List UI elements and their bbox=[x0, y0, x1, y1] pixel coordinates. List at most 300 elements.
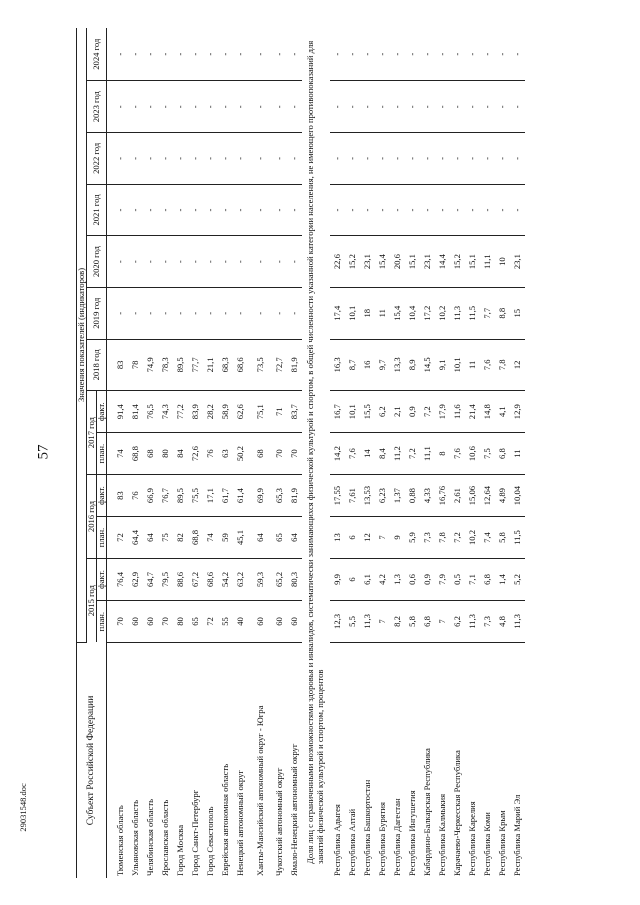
value-cell: 40 bbox=[233, 600, 248, 642]
value-cell: 76,5 bbox=[143, 391, 158, 433]
year-2024-header: 2024 год bbox=[87, 28, 107, 81]
value-cell: 8 bbox=[435, 433, 450, 475]
value-cell: 71 bbox=[272, 391, 287, 433]
value-cell: 60 bbox=[287, 600, 302, 642]
value-cell: 80 bbox=[173, 600, 188, 642]
value-cell: 12,64 bbox=[480, 475, 495, 517]
value-cell: - bbox=[435, 28, 450, 81]
subject-name: Ханты-Мансийский автономный округ - Югра bbox=[254, 705, 265, 876]
value-cell: - bbox=[435, 184, 450, 236]
value-cell: - bbox=[107, 236, 129, 288]
value-cell: 78 bbox=[128, 339, 143, 391]
value-cell: 7,2 bbox=[450, 517, 465, 559]
value-cell: - bbox=[128, 236, 143, 288]
value-cell: 13,53 bbox=[360, 475, 375, 517]
value-cell: 80 bbox=[158, 433, 173, 475]
value-cell: 7,8 bbox=[495, 339, 510, 391]
value-cell: - bbox=[143, 28, 158, 81]
value-cell: - bbox=[143, 81, 158, 133]
value-cell: - bbox=[360, 184, 375, 236]
value-cell: - bbox=[465, 184, 480, 236]
subject-name: Республика Коми bbox=[481, 812, 492, 876]
table-row bbox=[287, 28, 302, 878]
year-2020-header: 2020 год bbox=[87, 236, 107, 288]
value-cell: 9 bbox=[390, 517, 405, 559]
value-cell: 68,6 bbox=[203, 559, 218, 601]
value-cell: 75,5 bbox=[188, 475, 203, 517]
subject-name: Город Севастополь bbox=[205, 806, 216, 876]
value-cell: 59 bbox=[218, 517, 233, 559]
value-cell: 10,1 bbox=[345, 287, 360, 339]
subject-name: Республика Карелия bbox=[466, 801, 477, 876]
value-cell: 13,3 bbox=[390, 339, 405, 391]
value-cell: - bbox=[218, 28, 233, 81]
value-cell: 16,3 bbox=[330, 339, 345, 391]
value-cell: 79,5 bbox=[158, 559, 173, 601]
value-cell: 9,1 bbox=[435, 339, 450, 391]
rotated-table-container bbox=[76, 28, 606, 878]
value-cell: - bbox=[480, 133, 495, 185]
value-cell: 4,1 bbox=[495, 391, 510, 433]
value-cell: 6,2 bbox=[450, 600, 465, 642]
value-cell: 10,4 bbox=[405, 287, 420, 339]
subject-name: Тюменская область bbox=[115, 805, 126, 876]
value-cell: 67,2 bbox=[188, 559, 203, 601]
table-row bbox=[420, 28, 435, 878]
value-cell: - bbox=[330, 28, 345, 81]
year-2016-header: 2016 год bbox=[87, 475, 97, 559]
value-cell: 7,1 bbox=[465, 559, 480, 601]
value-cell: 63,2 bbox=[233, 559, 248, 601]
value-cell: - bbox=[287, 236, 302, 288]
value-cell: 72,6 bbox=[188, 433, 203, 475]
value-cell: 6,2 bbox=[375, 391, 390, 433]
value-cell: 8,2 bbox=[390, 600, 405, 642]
table-row bbox=[218, 28, 233, 878]
table-row bbox=[248, 28, 272, 878]
value-cell: - bbox=[158, 81, 173, 133]
year-2018-header: 2018 год bbox=[87, 339, 107, 391]
subject-name: Республика Дагестан bbox=[391, 798, 402, 876]
value-cell: 6,8 bbox=[495, 433, 510, 475]
value-cell: 69,9 bbox=[248, 475, 272, 517]
value-cell: 68,8 bbox=[128, 433, 143, 475]
value-cell: - bbox=[173, 236, 188, 288]
value-cell: 15,4 bbox=[375, 236, 390, 288]
value-cell: 0,5 bbox=[450, 559, 465, 601]
value-cell: 6,8 bbox=[480, 559, 495, 601]
value-cell: - bbox=[218, 287, 233, 339]
value-cell: 11,1 bbox=[480, 236, 495, 288]
value-cell: 1,4 bbox=[495, 559, 510, 601]
value-cell: 11,6 bbox=[450, 391, 465, 433]
value-cell: - bbox=[173, 133, 188, 185]
table-row bbox=[143, 28, 158, 878]
value-cell: - bbox=[420, 133, 435, 185]
value-cell: 84 bbox=[173, 433, 188, 475]
year-2021-header: 2021 год bbox=[87, 184, 107, 236]
value-cell: - bbox=[465, 133, 480, 185]
subject-name: Республика Крым bbox=[496, 810, 507, 876]
value-cell: 21,1 bbox=[203, 339, 218, 391]
value-cell: - bbox=[188, 236, 203, 288]
value-cell: 66,9 bbox=[143, 475, 158, 517]
subject-header: Субъект Российской Федерации bbox=[77, 642, 107, 878]
value-cell: - bbox=[272, 81, 287, 133]
value-cell: 72 bbox=[107, 517, 129, 559]
value-cell: - bbox=[495, 81, 510, 133]
value-cell: 70 bbox=[272, 433, 287, 475]
value-cell: 83 bbox=[107, 475, 129, 517]
value-cell: 7,7 bbox=[480, 287, 495, 339]
value-cell: - bbox=[128, 184, 143, 236]
value-cell: 12,3 bbox=[330, 600, 345, 642]
value-cell: - bbox=[248, 28, 272, 81]
value-cell: - bbox=[128, 28, 143, 81]
value-cell: 6,1 bbox=[360, 559, 375, 601]
page-number: 57 bbox=[35, 444, 52, 460]
value-cell: - bbox=[218, 236, 233, 288]
value-cell: 72,7 bbox=[272, 339, 287, 391]
subject-name: Республика Марий Эл bbox=[511, 794, 522, 876]
subject-name: Ненецкий автономный округ bbox=[235, 770, 246, 876]
value-cell: 70 bbox=[107, 600, 129, 642]
value-cell: 45,1 bbox=[233, 517, 248, 559]
value-cell: - bbox=[203, 28, 218, 81]
table-row bbox=[495, 28, 510, 878]
value-cell: 16,7 bbox=[330, 391, 345, 433]
value-cell: 14,8 bbox=[480, 391, 495, 433]
table-row bbox=[390, 28, 405, 878]
table-row bbox=[435, 28, 450, 878]
value-cell: - bbox=[480, 184, 495, 236]
value-cell: - bbox=[375, 81, 390, 133]
table-row bbox=[158, 28, 173, 878]
value-cell: 89,5 bbox=[173, 339, 188, 391]
subject-name: Город Москва bbox=[175, 824, 186, 876]
value-cell: 80,3 bbox=[287, 559, 302, 601]
value-cell: - bbox=[330, 81, 345, 133]
table-row bbox=[107, 28, 129, 878]
value-cell: - bbox=[107, 81, 129, 133]
value-cell: 74 bbox=[107, 433, 129, 475]
value-cell: 10,1 bbox=[450, 339, 465, 391]
value-cell: 61,4 bbox=[233, 475, 248, 517]
value-cell: - bbox=[143, 236, 158, 288]
value-cell: 88,6 bbox=[173, 559, 188, 601]
value-cell: - bbox=[360, 81, 375, 133]
value-cell: - bbox=[330, 133, 345, 185]
value-cell: - bbox=[375, 184, 390, 236]
value-cell: - bbox=[390, 133, 405, 185]
value-cell: 23,1 bbox=[420, 236, 435, 288]
value-cell: - bbox=[405, 81, 420, 133]
value-cell: - bbox=[188, 28, 203, 81]
value-cell: - bbox=[495, 133, 510, 185]
table-row bbox=[405, 28, 420, 878]
value-cell: - bbox=[405, 28, 420, 81]
value-cell: - bbox=[107, 287, 129, 339]
value-cell: 59,3 bbox=[248, 559, 272, 601]
value-cell: 72 bbox=[203, 600, 218, 642]
value-cell: 21,4 bbox=[465, 391, 480, 433]
value-cell: 11,3 bbox=[360, 600, 375, 642]
value-cell: 60 bbox=[248, 600, 272, 642]
value-cell: - bbox=[173, 184, 188, 236]
value-cell: 20,6 bbox=[390, 236, 405, 288]
value-cell: 64,7 bbox=[143, 559, 158, 601]
value-cell: 5,5 bbox=[345, 600, 360, 642]
value-cell: 15,2 bbox=[345, 236, 360, 288]
value-cell: - bbox=[480, 28, 495, 81]
value-cell: 62,6 bbox=[233, 391, 248, 433]
value-cell: 6 bbox=[345, 517, 360, 559]
value-cell: - bbox=[405, 184, 420, 236]
fact-header: факт. bbox=[97, 559, 107, 601]
value-cell: 4,2 bbox=[375, 559, 390, 601]
value-cell: 7,9 bbox=[435, 559, 450, 601]
value-cell: 7,3 bbox=[420, 517, 435, 559]
value-cell: 9,9 bbox=[330, 559, 345, 601]
value-cell: 81,9 bbox=[287, 475, 302, 517]
value-cell: 28,2 bbox=[203, 391, 218, 433]
value-cell: 7 bbox=[435, 600, 450, 642]
value-cell: - bbox=[128, 287, 143, 339]
value-cell: 11,1 bbox=[420, 433, 435, 475]
value-cell: - bbox=[287, 81, 302, 133]
plan-header: план. bbox=[97, 433, 107, 475]
value-cell: 1,3 bbox=[390, 559, 405, 601]
value-cell: - bbox=[345, 81, 360, 133]
value-cell: - bbox=[143, 287, 158, 339]
table-row bbox=[233, 28, 248, 878]
value-cell: - bbox=[345, 184, 360, 236]
value-cell: 7 bbox=[375, 517, 390, 559]
value-cell: - bbox=[203, 133, 218, 185]
value-cell: 89,5 bbox=[173, 475, 188, 517]
table-row bbox=[360, 28, 375, 878]
value-cell: - bbox=[248, 236, 272, 288]
value-cell: 73,5 bbox=[248, 339, 272, 391]
subject-name: Чукотский автономный округ bbox=[274, 767, 285, 876]
value-cell: - bbox=[248, 133, 272, 185]
value-cell: 12 bbox=[510, 339, 525, 391]
table-row bbox=[450, 28, 465, 878]
value-cell: 55 bbox=[218, 600, 233, 642]
value-cell: 75,1 bbox=[248, 391, 272, 433]
value-cell: 7,2 bbox=[420, 391, 435, 433]
subject-name: Республика Адыгея bbox=[331, 804, 342, 876]
value-cell: - bbox=[272, 28, 287, 81]
value-cell: - bbox=[128, 81, 143, 133]
value-cell: 14 bbox=[360, 433, 375, 475]
value-cell: 0,9 bbox=[420, 559, 435, 601]
value-cell: - bbox=[203, 81, 218, 133]
value-cell: 70 bbox=[287, 433, 302, 475]
value-cell: 17,2 bbox=[420, 287, 435, 339]
year-2022-header: 2022 год bbox=[87, 133, 107, 185]
year-2023-header: 2023 год bbox=[87, 81, 107, 133]
value-cell: 7,6 bbox=[345, 433, 360, 475]
value-cell: 10,04 bbox=[510, 475, 525, 517]
value-cell: 76 bbox=[203, 433, 218, 475]
value-cell: - bbox=[203, 184, 218, 236]
value-cell: 15 bbox=[510, 287, 525, 339]
value-cell: 11,5 bbox=[465, 287, 480, 339]
value-cell: 17,9 bbox=[435, 391, 450, 433]
value-cell: 60 bbox=[272, 600, 287, 642]
value-cell: 14,4 bbox=[435, 236, 450, 288]
value-cell: - bbox=[390, 28, 405, 81]
value-cell: 0,88 bbox=[405, 475, 420, 517]
value-cell: 76,7 bbox=[158, 475, 173, 517]
value-cell: - bbox=[233, 133, 248, 185]
value-cell: 14,2 bbox=[330, 433, 345, 475]
value-cell: 5,8 bbox=[405, 600, 420, 642]
value-cell: - bbox=[188, 287, 203, 339]
value-cell: - bbox=[405, 133, 420, 185]
value-cell: 83 bbox=[107, 339, 129, 391]
value-cell: 65,3 bbox=[272, 475, 287, 517]
value-cell: - bbox=[420, 81, 435, 133]
value-cell: 15,5 bbox=[360, 391, 375, 433]
subject-name: Республика Алтай bbox=[346, 808, 357, 876]
value-cell: - bbox=[233, 287, 248, 339]
value-cell: - bbox=[107, 133, 129, 185]
value-cell: 8,8 bbox=[495, 287, 510, 339]
value-cell: - bbox=[173, 287, 188, 339]
value-cell: - bbox=[158, 184, 173, 236]
value-cell: 77,2 bbox=[173, 391, 188, 433]
value-cell: - bbox=[510, 184, 525, 236]
section-title bbox=[302, 28, 330, 878]
subject-name: Ярославская область bbox=[160, 799, 171, 876]
value-cell: - bbox=[465, 28, 480, 81]
value-cell: - bbox=[420, 184, 435, 236]
value-cell: 15,06 bbox=[465, 475, 480, 517]
value-cell: 17,4 bbox=[330, 287, 345, 339]
value-cell: 22,6 bbox=[330, 236, 345, 288]
value-cell: - bbox=[450, 184, 465, 236]
value-cell: - bbox=[450, 81, 465, 133]
table-row bbox=[465, 28, 480, 878]
value-cell: - bbox=[107, 28, 129, 81]
value-cell: - bbox=[420, 28, 435, 81]
value-cell: 68,8 bbox=[188, 517, 203, 559]
table-row bbox=[272, 28, 287, 878]
value-cell: 58,9 bbox=[218, 391, 233, 433]
value-cell: 11 bbox=[375, 287, 390, 339]
value-cell: 1,37 bbox=[390, 475, 405, 517]
value-cell: 17,55 bbox=[330, 475, 345, 517]
value-cell: 10,6 bbox=[465, 433, 480, 475]
value-cell: - bbox=[188, 133, 203, 185]
value-cell: 81,4 bbox=[128, 391, 143, 433]
value-cell: 16 bbox=[360, 339, 375, 391]
value-cell: - bbox=[173, 28, 188, 81]
value-cell: 64 bbox=[143, 517, 158, 559]
value-cell: - bbox=[188, 184, 203, 236]
value-cell: - bbox=[143, 184, 158, 236]
value-cell: 7,3 bbox=[480, 600, 495, 642]
value-cell: 54,2 bbox=[218, 559, 233, 601]
value-cell: - bbox=[510, 81, 525, 133]
value-cell: 62,9 bbox=[128, 559, 143, 601]
value-cell: 76 bbox=[128, 475, 143, 517]
value-cell: 12,9 bbox=[510, 391, 525, 433]
value-cell: 11,3 bbox=[450, 287, 465, 339]
value-cell: - bbox=[287, 287, 302, 339]
subject-name: Ямало-Ненецкий автономный округ bbox=[289, 743, 300, 876]
value-cell: - bbox=[158, 133, 173, 185]
value-cell: 11,5 bbox=[510, 517, 525, 559]
value-cell: - bbox=[510, 133, 525, 185]
year-2015-header: 2015 год bbox=[87, 559, 97, 643]
value-cell: - bbox=[435, 133, 450, 185]
value-cell: - bbox=[218, 133, 233, 185]
value-cell: - bbox=[158, 287, 173, 339]
value-cell: 91,4 bbox=[107, 391, 129, 433]
value-cell: - bbox=[360, 28, 375, 81]
value-cell: - bbox=[287, 28, 302, 81]
value-cell: 0,6 bbox=[405, 559, 420, 601]
value-cell: - bbox=[158, 236, 173, 288]
value-cell: 7,6 bbox=[480, 339, 495, 391]
value-cell: - bbox=[173, 81, 188, 133]
value-cell: 7 bbox=[375, 600, 390, 642]
value-cell: - bbox=[143, 133, 158, 185]
value-cell: - bbox=[203, 236, 218, 288]
value-cell: 74,9 bbox=[143, 339, 158, 391]
value-cell: 14,5 bbox=[420, 339, 435, 391]
table-row bbox=[345, 28, 360, 878]
value-cell: 65 bbox=[188, 600, 203, 642]
value-cell: - bbox=[390, 81, 405, 133]
value-cell: 10,2 bbox=[465, 517, 480, 559]
value-cell: 7,6 bbox=[450, 433, 465, 475]
value-cell: 68 bbox=[248, 433, 272, 475]
value-cell: 11 bbox=[510, 433, 525, 475]
value-cell: - bbox=[390, 184, 405, 236]
value-cell: - bbox=[188, 81, 203, 133]
year-2017-header: 2017 год bbox=[87, 391, 97, 475]
value-cell: 68,3 bbox=[218, 339, 233, 391]
value-cell: - bbox=[495, 28, 510, 81]
subject-name: Кабардино-Балкарская Республика bbox=[421, 748, 432, 876]
value-cell: 4,33 bbox=[420, 475, 435, 517]
year-2019-header: 2019 год bbox=[87, 287, 107, 339]
fact-header: факт. bbox=[97, 475, 107, 517]
value-cell: 12 bbox=[360, 517, 375, 559]
value-cell: 50,2 bbox=[233, 433, 248, 475]
value-cell: 23,1 bbox=[360, 236, 375, 288]
value-cell: 75 bbox=[158, 517, 173, 559]
value-cell: 11,2 bbox=[390, 433, 405, 475]
value-cell: 7,2 bbox=[405, 433, 420, 475]
value-cell: 7,5 bbox=[480, 433, 495, 475]
value-cell: 83,9 bbox=[188, 391, 203, 433]
value-cell: 2,61 bbox=[450, 475, 465, 517]
table-header bbox=[77, 28, 107, 878]
value-cell: 68 bbox=[143, 433, 158, 475]
value-cell: - bbox=[248, 287, 272, 339]
value-cell: 81,9 bbox=[287, 339, 302, 391]
value-cell: 78,3 bbox=[158, 339, 173, 391]
value-cell: - bbox=[272, 236, 287, 288]
value-cell: 23,1 bbox=[510, 236, 525, 288]
value-cell: 7,4 bbox=[480, 517, 495, 559]
value-cell: 15,4 bbox=[390, 287, 405, 339]
